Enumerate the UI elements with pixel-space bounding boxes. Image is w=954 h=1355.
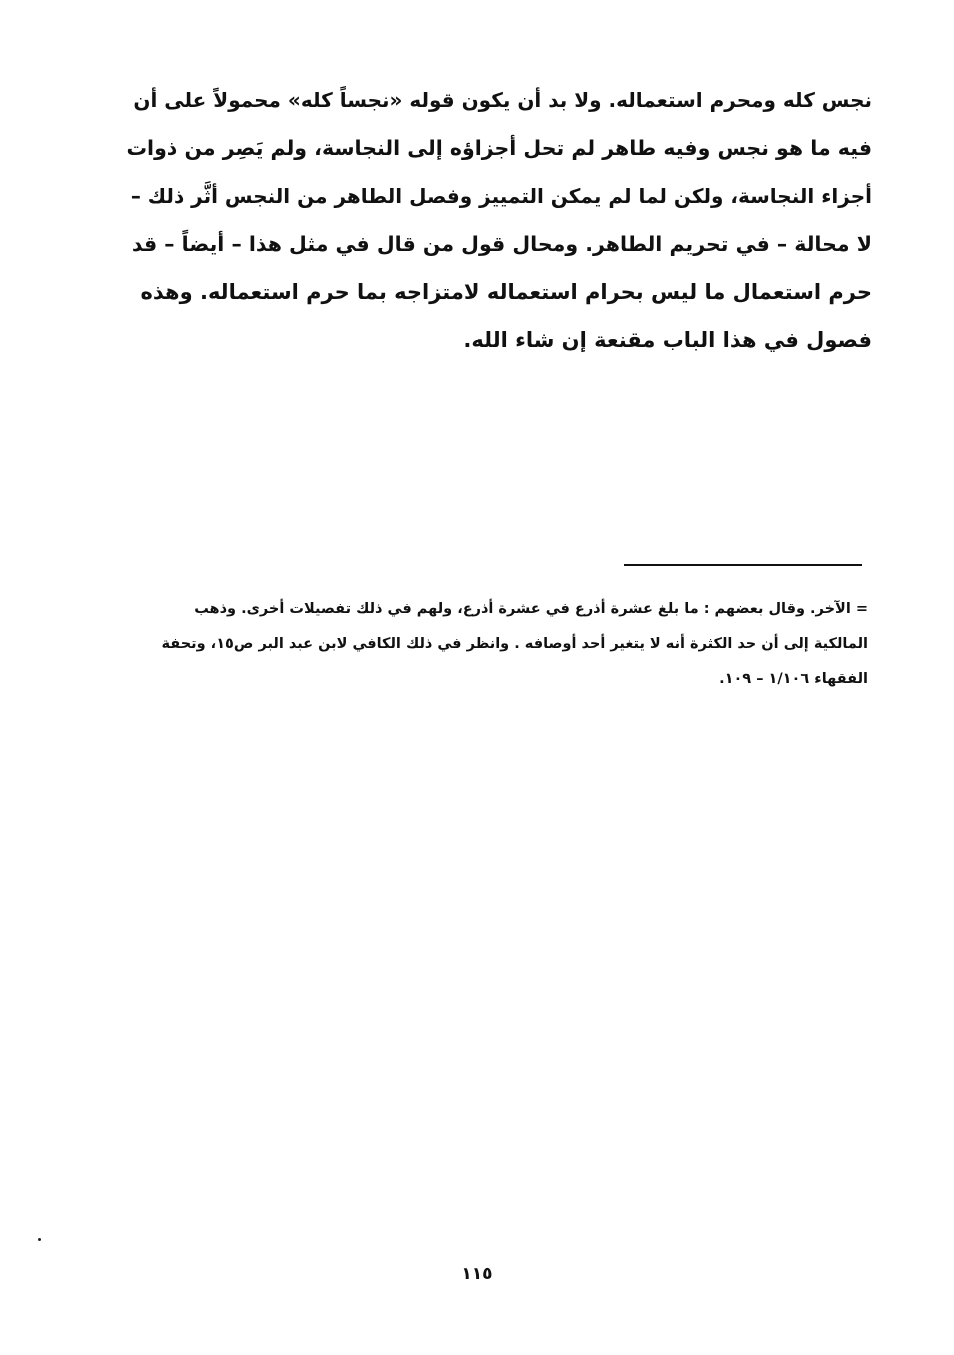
main-text-line: نجس كله ومحرم استعماله. ولا بد أن يكون قوله «نجساً كله» محمولاً على أن xyxy=(133,88,872,112)
main-paragraph xyxy=(120,76,872,364)
footnote-line: = الآخر. وقال بعضهم : ما بلغ عشرة أذرع في عشرة أذرع، ولهم في ذلك تفصيلات أخرى. وذهب xyxy=(194,601,868,617)
footnote xyxy=(116,592,868,697)
main-text-line: فيه ما هو نجس وفيه طاهر لم تحل أجزاؤه إلى النجاسة، ولم يَصِر من ذوات xyxy=(126,136,872,160)
main-text-line: أجزاء النجاسة، ولكن لما لم يمكن التمييز وفصل الطاهر من النجس أثَّر ذلك – xyxy=(130,184,872,208)
page-number: ١١٥ xyxy=(461,1264,493,1284)
main-text-line: حرم استعمال ما ليس بحرام استعماله لامتزاجه بما حرم استعماله. وهذه xyxy=(140,280,872,304)
scan-speck xyxy=(38,1238,41,1241)
footnote-line: الفقهاء ١/١٠٦ – ١٠٩. xyxy=(719,671,868,687)
main-text-line: لا محالة – في تحريم الطاهر. ومحال قول من قال في مثل هذا – أيضاً – قد xyxy=(131,232,872,256)
footnote-line: المالكية إلى أن حد الكثرة أنه لا يتغير أحد أوصافه . وانظر في ذلك الكافي لابن عبد البر ص١٥، وتحفة xyxy=(161,636,868,652)
main-text-line: فصول في هذا الباب مقنعة إن شاء الله. xyxy=(463,328,872,352)
footnote-separator xyxy=(624,564,862,566)
